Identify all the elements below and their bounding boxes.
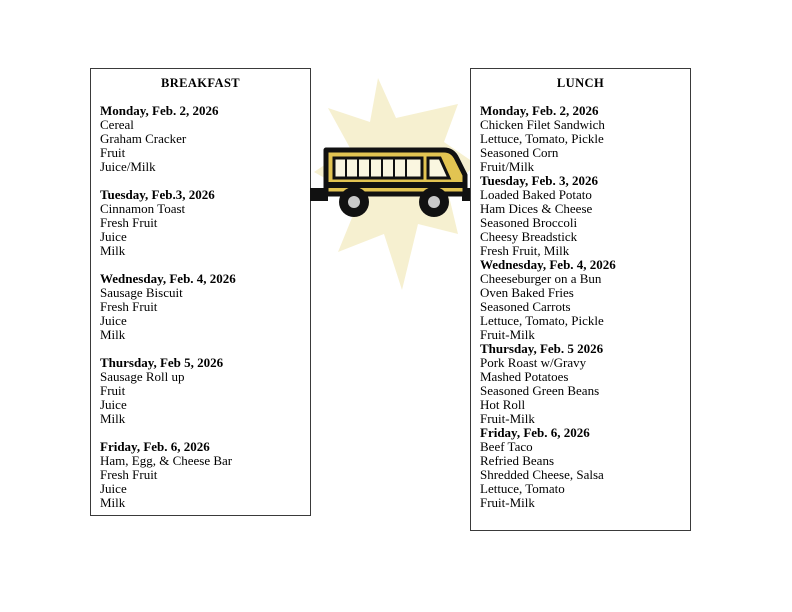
menu-item: Ham Dices & Cheese (480, 201, 593, 216)
menu-item: Graham Cracker (100, 131, 187, 146)
day-heading: Thursday, Feb 5, 2026 (100, 355, 224, 370)
menu-item: Fruit-Milk (480, 327, 535, 342)
lunch-day-thursday (480, 342, 681, 426)
menu-item: Fresh Fruit (100, 215, 158, 230)
menu-item: Fruit (100, 383, 126, 398)
menu-item: Seasoned Broccoli (480, 215, 578, 230)
menu-item: Shredded Cheese, Salsa (480, 467, 604, 482)
breakfast-day-tuesday (100, 188, 301, 258)
breakfast-menu-box (90, 68, 311, 516)
menu-item: Fruit/Milk (480, 159, 535, 174)
lunch-day-monday (480, 104, 681, 174)
menu-item: Sausage Roll up (100, 369, 185, 384)
menu-item: Cinnamon Toast (100, 201, 186, 216)
breakfast-day-monday (100, 104, 301, 174)
menu-item: Beef Taco (480, 439, 533, 454)
menu-item: Milk (100, 327, 126, 342)
menu-item: Milk (100, 411, 126, 426)
breakfast-day-friday (100, 440, 301, 510)
menu-item: Pork Roast w/Gravy (480, 355, 587, 370)
school-bus-svg (306, 76, 484, 302)
menu-item: Fresh Fruit, Milk (480, 243, 570, 258)
day-heading: Tuesday, Feb.3, 2026 (100, 187, 215, 202)
menu-item: Seasoned Green Beans (480, 383, 600, 398)
day-heading: Friday, Feb. 6, 2026 (480, 425, 590, 440)
menu-item: Fruit (100, 145, 126, 160)
menu-item: Sausage Biscuit (100, 285, 183, 300)
menu-item: Milk (100, 243, 126, 258)
breakfast-day-thursday (100, 356, 301, 426)
menu-item: Seasoned Corn (480, 145, 559, 160)
menu-item: Cereal (100, 117, 134, 132)
menu-item: Loaded Baked Potato (480, 187, 592, 202)
menu-item: Refried Beans (480, 453, 555, 468)
menu-item: Chicken Filet Sandwich (480, 117, 605, 132)
lunch-menu-box (470, 68, 691, 531)
day-heading: Monday, Feb. 2, 2026 (100, 103, 219, 118)
day-heading: Friday, Feb. 6, 2026 (100, 439, 210, 454)
day-heading: Wednesday, Feb. 4, 2026 (100, 271, 236, 286)
menu-item: Fresh Fruit (100, 299, 158, 314)
lunch-day-wednesday (480, 258, 681, 342)
menu-item: Seasoned Carrots (480, 299, 571, 314)
lunch-day-friday (480, 426, 681, 510)
menu-item: Fresh Fruit (100, 467, 158, 482)
day-heading: Tuesday, Feb. 3, 2026 (480, 173, 598, 188)
menu-item: Juice (100, 313, 127, 328)
menu-item: Juice (100, 229, 127, 244)
menu-item: Lettuce, Tomato, Pickle (480, 131, 604, 146)
menu-item: Oven Baked Fries (480, 285, 574, 300)
menu-item: Milk (100, 495, 126, 510)
menu-item: Juice (100, 397, 127, 412)
menu-item: Juice (100, 481, 127, 496)
menu-item: Cheesy Breadstick (480, 229, 578, 244)
day-heading: Wednesday, Feb. 4, 2026 (480, 257, 616, 272)
menu-item: Ham, Egg, & Cheese Bar (100, 453, 233, 468)
lunch-title: LUNCH (556, 76, 605, 90)
menu-item: Fruit-Milk (480, 411, 535, 426)
menu-item: Mashed Potatoes (480, 369, 569, 384)
day-heading: Thursday, Feb. 5 2026 (480, 341, 604, 356)
breakfast-title: BREAKFAST (160, 76, 241, 90)
lunch-day-tuesday (480, 174, 681, 258)
school-bus-clipart (306, 76, 484, 302)
menu-item: Cheeseburger on a Bun (480, 271, 602, 286)
day-heading: Monday, Feb. 2, 2026 (480, 103, 599, 118)
menu-item: Lettuce, Tomato, Pickle (480, 313, 604, 328)
breakfast-day-wednesday (100, 272, 301, 342)
menu-item: Lettuce, Tomato (480, 481, 565, 496)
menu-item: Juice/Milk (100, 159, 156, 174)
menu-item: Hot Roll (480, 397, 526, 412)
menu-item: Fruit-Milk (480, 495, 535, 510)
